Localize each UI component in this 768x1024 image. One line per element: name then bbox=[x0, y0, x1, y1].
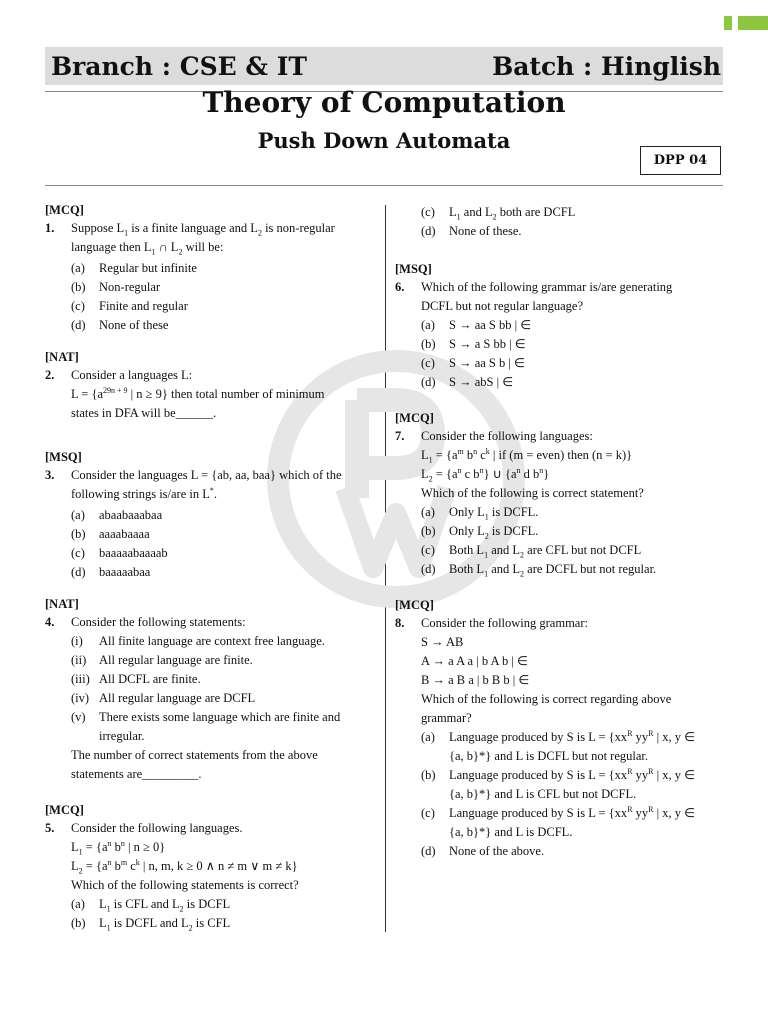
option[interactable]: (c) Finite and regular bbox=[71, 299, 188, 313]
question-8-tag: [MCQ] bbox=[395, 598, 434, 612]
question-text: Suppose $L_1$ is a finite language and $L_2$ is non-regular language then $L_1$ ∩ $L_2$ will be: bbox=[71, 221, 335, 257]
statement: (ii) All regular language are finite. bbox=[71, 653, 253, 667]
question-3-tag: [MSQ] bbox=[45, 450, 82, 464]
option[interactable]: (d) None of the above. bbox=[421, 844, 545, 858]
question-1 bbox=[45, 219, 375, 257]
question-5-languages: $L_1 = \{a^n$ $b^n$ | n ≥ 0} $L_2 = \{a^n$ $b^m$ $c^k$ | n, m, k ≥ 0 ∧ n ≠ m ∨ m ≠ k} Which of the following statements is correct? bbox=[71, 838, 299, 892]
statement: (v) There exists some language which are finite and irregular. bbox=[71, 710, 341, 743]
option[interactable]: (c) $L_1$ and $L_2$ both are DCFL bbox=[421, 205, 576, 222]
option[interactable]: (a) Language produced by S is $L = \{xx^R$ $yy^R$ | x, y ∈ {a, b}*} and L is DCFL but not regular. bbox=[421, 728, 696, 763]
left-column bbox=[45, 202, 375, 933]
option[interactable]: (c) Language produced by S is $L = \{xx^R$ $yy^R$ | x, y ∈ {a, b}*} and L is DCFL. bbox=[421, 804, 696, 839]
question-1-tag: [MCQ] bbox=[45, 203, 84, 217]
option[interactable]: (b) Only $L_2$ is DCFL. bbox=[421, 524, 539, 541]
question-7: 7. Consider the following languages: bbox=[395, 429, 593, 443]
option[interactable]: (a) $L_1$ is CFL and $L_2$ is DCFL bbox=[71, 897, 231, 914]
option[interactable]: (a) abaabaaabaa bbox=[71, 508, 163, 522]
question-4-tail: The number of correct statements from the above statements are_________. bbox=[71, 748, 318, 781]
corner-accent-small bbox=[724, 16, 732, 30]
question-3: 3. Consider the languages L = {ab, aa, baa} which of the following strings is/are in L*. bbox=[45, 468, 342, 501]
option[interactable]: (a) S → aa S bb | ∈ bbox=[421, 318, 532, 332]
statement: (iv) All regular language are DCFL bbox=[71, 691, 256, 705]
question-2: 2. Consider a languages L: $L = \{a^{29n + 9}$ | n ≥ 9} then total number of minimum states in DFA will be______. bbox=[45, 368, 325, 420]
option[interactable]: (d) None of these. bbox=[421, 224, 522, 238]
question-5-tag: [MCQ] bbox=[45, 803, 84, 817]
option[interactable]: (a) Only $L_1$ is DCFL. bbox=[421, 505, 539, 522]
option[interactable]: (d) Both $L_1$ and $L_2$ are DCFL but not regular. bbox=[421, 562, 657, 579]
option[interactable]: (b) aaaabaaaa bbox=[71, 527, 150, 541]
batch-label: Batch : Hinglish bbox=[492, 51, 721, 81]
right-column bbox=[395, 202, 725, 861]
question-7-tag: [MCQ] bbox=[395, 411, 434, 425]
option[interactable]: (d) baaaaabaa bbox=[71, 565, 151, 579]
question-5: 5. Consider the following languages. bbox=[45, 821, 243, 835]
header-banner bbox=[45, 47, 723, 85]
option[interactable]: (b) Non-regular bbox=[71, 280, 161, 294]
option[interactable]: (a) Regular but infinite bbox=[71, 261, 197, 275]
option[interactable]: (c) Both $L_1$ and $L_2$ are CFL but not DCFL bbox=[421, 543, 642, 560]
option[interactable]: (b) Language produced by S is $L = \{xx^R$ $yy^R$ | x, y ∈ {a, b}*} and L is CFL but not DCFL. bbox=[421, 766, 696, 801]
dpp-badge: DPP 04 bbox=[640, 146, 721, 175]
content-divider bbox=[45, 185, 723, 186]
page-subtitle: Push Down Automata bbox=[257, 128, 511, 153]
column-divider bbox=[385, 205, 386, 932]
question-6: 6. Which of the following grammar is/are generating DCFL but not regular language? bbox=[395, 280, 673, 313]
option[interactable]: (c) baaaaabaaaab bbox=[71, 546, 168, 560]
question-6-tag: [MSQ] bbox=[395, 262, 432, 276]
statement: (i) All finite language are context free language. bbox=[71, 634, 325, 648]
option[interactable]: (d) S → abS | ∈ bbox=[421, 375, 514, 389]
question-4-tag: [NAT] bbox=[45, 597, 79, 611]
question-8-grammar: S → AB A → a A a | b A b | ∈ B → a B a | b B b | ∈ Which of the following is correct regarding above grammar? bbox=[421, 635, 672, 725]
option[interactable]: (b) S → a S bb | ∈ bbox=[421, 337, 526, 351]
page-title: Theory of Computation bbox=[202, 86, 566, 119]
option[interactable]: (d) None of these bbox=[71, 318, 169, 332]
question-7-languages: $L_1 = \{a^m$ $b^n$ $c^k$ | if (m = even) then (n = k)} $L_2 = \{a^n$ c $b^n$} ∪ {$a^n$ d $b^n$} Which of the following is correct statement? bbox=[421, 446, 644, 500]
question-4: 4. Consider the following statements: bbox=[45, 615, 246, 629]
corner-accent-large bbox=[738, 16, 768, 30]
branch-label: Branch : CSE & IT bbox=[51, 51, 307, 81]
option[interactable]: (b) $L_1$ is DCFL and $L_2$ is CFL bbox=[71, 916, 231, 933]
question-number: 1. bbox=[45, 221, 55, 235]
question-2-tag: [NAT] bbox=[45, 350, 79, 364]
statement: (iii) All DCFL are finite. bbox=[71, 672, 201, 686]
question-8: 8. Consider the following grammar: bbox=[395, 616, 588, 630]
option[interactable]: (c) S → aa S b | ∈ bbox=[421, 356, 525, 370]
